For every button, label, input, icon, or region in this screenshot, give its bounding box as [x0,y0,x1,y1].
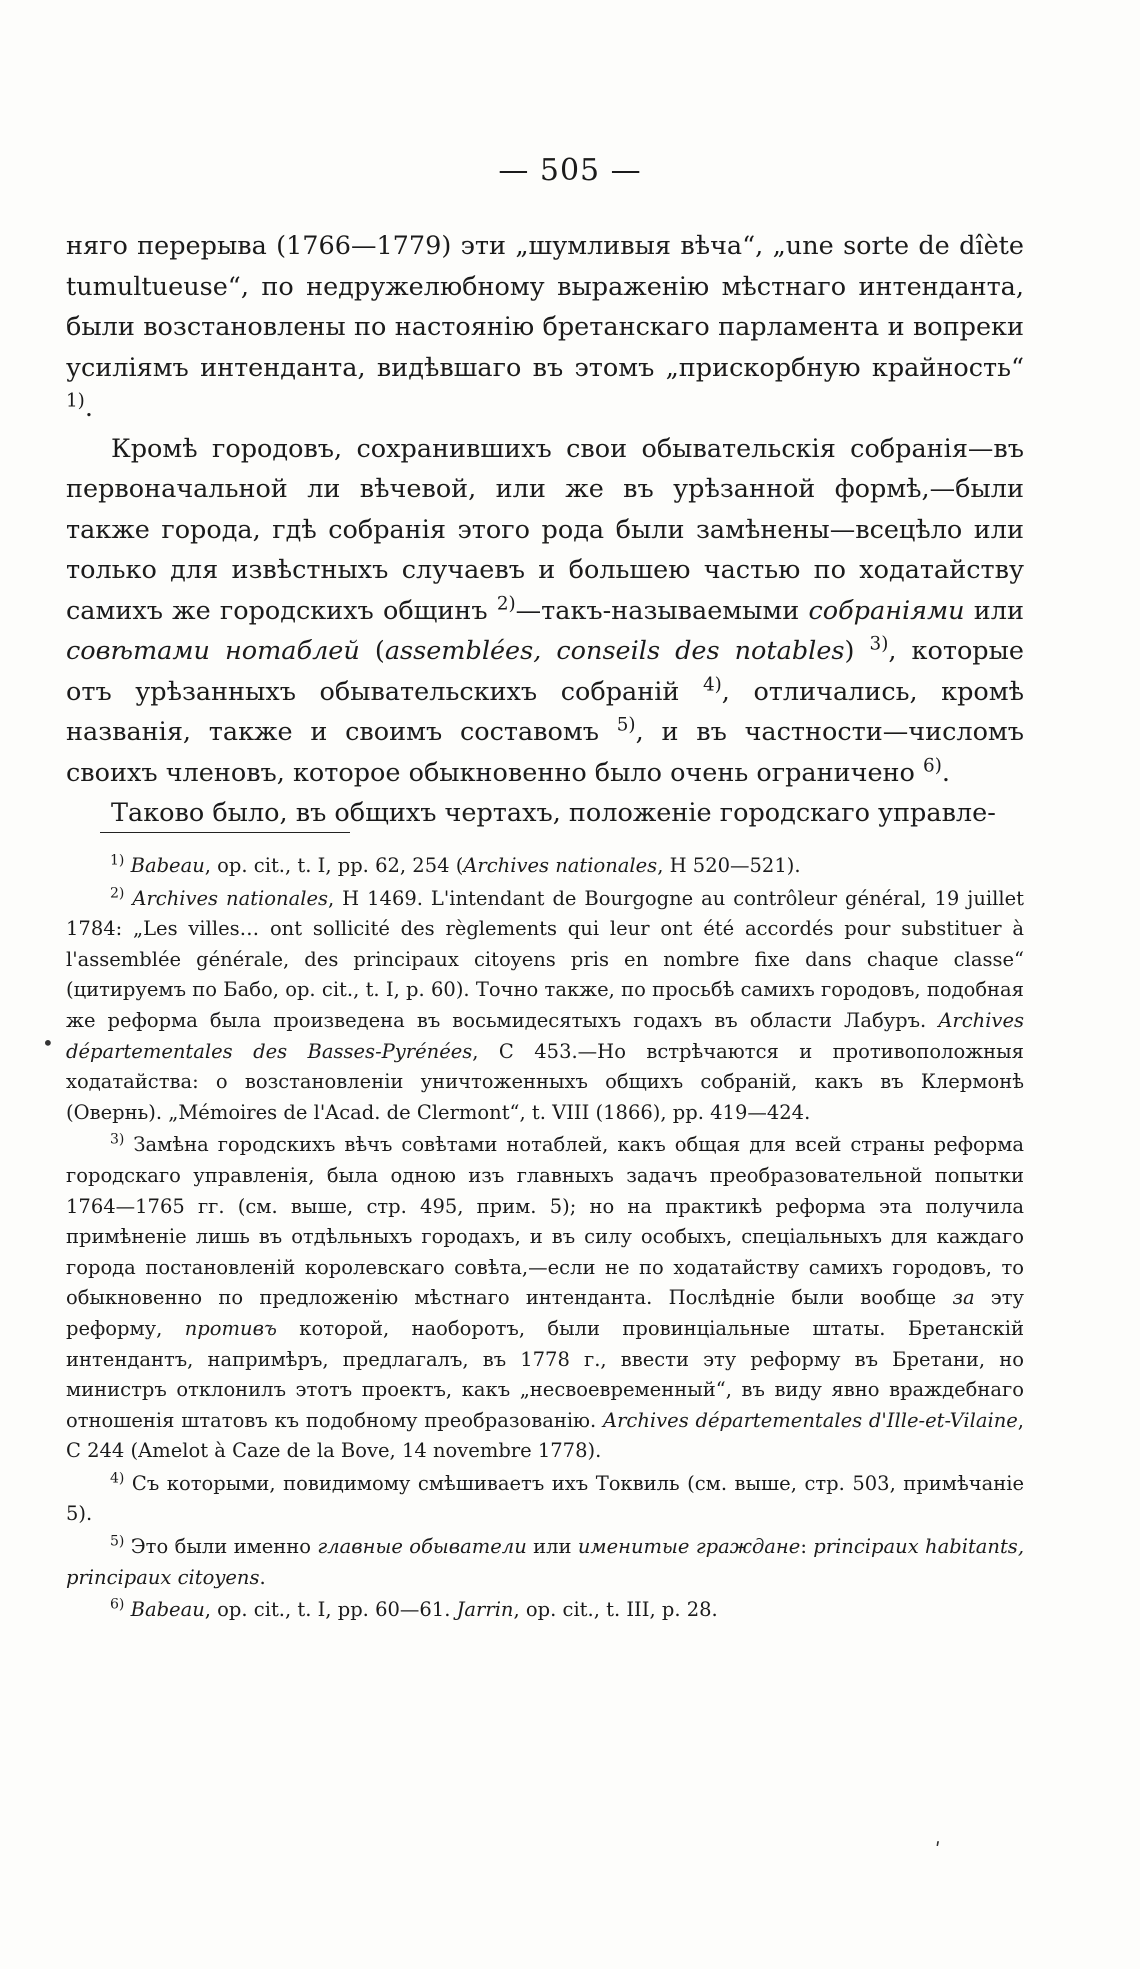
italic-run: за [952,1286,975,1310]
text-run: . [259,1565,266,1589]
italic-run: principaux habitants, principaux citoyens [66,1535,1025,1589]
italic-run: Archives nationales [463,854,658,877]
footnote [66,1595,1024,1626]
text-run: , op. cit., t. I, pp. 60—61. [204,1598,457,1622]
text-run: , которые отъ урѣзанныхъ обывательскихъ собраній [66,636,1025,707]
footnote-marker: 3) [110,1131,125,1148]
footnotes [66,851,1024,1626]
italic-run: именитые граждане [577,1535,801,1559]
footnote-separator [100,832,350,833]
text-run: , C 244 (Amelot à Caze de la Bove, 14 novembre 1778). [66,1408,1024,1463]
text-run: которой, наоборотъ, были провинціальные штаты. Бретанскій интендантъ, напримѣръ, предлагалъ, въ 1778 г., ввести эту реформу въ Бретани, но министръ отклонилъ этотъ проектъ, какъ „несвоевременный“, въ виду явно враждебнаго отношенія штатовъ къ подобному преобразованію. [66,1316,1024,1432]
text-run: или [964,595,1024,626]
text-run: , op. cit., t. I, pp. 62, 254 ( [204,854,464,877]
footnote-marker: 5) [616,714,636,736]
text-run: Это были именно [124,1535,318,1559]
footnote [66,1469,1024,1530]
italic-run: Archives nationales [132,886,328,910]
footnote-marker: 4) [702,674,722,695]
footnote [66,851,1024,882]
text-run: —такъ-называемыми [515,595,809,626]
text-run: Таково было, въ общихъ чертахъ, положеніе городскаго управле- [111,798,996,828]
italic-run: assemblées, conseils des notables [384,636,845,666]
text-run: , H 1469. L'intendant de Bourgogne au contrôleur général, 19 juillet 1784: „Les villes… ont sollicité des règlements qui leur ont été accordés pour substituer à l'assemblée générale, des principaux citoyens pris en nombre fixe dans chaque classe“ (цитируемъ по Бабо, op. cit., t. I, p. 60). Точно также, по просьбѣ самихъ городовъ, подобная же реформа была произведена въ восьмидесятыхъ годахъ въ области Лабуръ. [66,886,1024,1032]
main-text [66,226,1024,834]
footnote [66,884,1024,1129]
italic-run: Jarrin [456,1598,514,1622]
footnote-marker: 2) [110,885,125,902]
main-paragraph [66,793,1024,834]
italic-run: Archives départementales d'Ille-et-Vilaine [603,1408,1018,1432]
footnote-marker: 2) [496,593,516,614]
text-run: . [84,393,93,423]
footnote-marker: 4) [110,1470,125,1487]
stray-tick-mark: ʹ [935,1838,941,1862]
main-paragraph [66,226,1024,429]
footnote-marker: 3) [869,633,889,655]
text-run: , отличались, кромѣ названія, также и своимъ составомъ [66,676,1025,747]
text-run: . [941,757,950,788]
text-run: или [526,1535,578,1559]
text-run: , и въ частности—числомъ своихъ членовъ, которое обыкновенно было очень ограничено [66,717,1024,788]
italic-run: совѣтами нотаблей [66,636,360,666]
footnote [66,1130,1024,1467]
text-run: : [800,1535,814,1559]
text-run: , H 520—521). [657,854,801,877]
main-paragraph [66,429,1024,794]
footnote-marker: 6) [923,755,942,776]
text-run: , op. cit., t. III, p. 28. [513,1598,718,1622]
italic-run: главные обыватели [317,1535,527,1559]
text-run: Съ которыми, повидимому смѣшиваетъ ихъ Токвиль (см. выше, стр. 503, примѣчаніе 5). [66,1471,1024,1526]
text-run: няго перерыва (1766—1779) эти „шумливыя вѣча“, „une sorte de dîète tumultueuse“, по недружелюбному выраженію мѣстнаго интенданта, были возстановлены по настоянію бретанскаго парламента и вопреки усиліямъ интенданта, видѣвшаго въ этомъ „прискорбную крайность“ [66,231,1024,383]
italic-run: Babeau [130,1598,205,1622]
italic-run: Babeau [130,854,205,877]
text-run: ) [844,636,870,666]
italic-run: собраніями [808,595,965,626]
footnote [66,1532,1024,1593]
text-run: Замѣна городскихъ вѣчъ совѣтами нотаблей, какъ общая для всей страны реформа городскаго управленія, была одною изъ главныхъ задачъ преобразовательной попытки 1764—1765 гг. (см. выше, стр. 495, прим. 5); но на практикѣ реформа эта получила примѣненіе лишь въ отдѣльныхъ городахъ, и въ силу особыхъ, спеціальныхъ для каждаго города постановленій королевскаго совѣта,—если не по ходатайству самихъ городовъ, то обыкновенно по предложенію мѣстнаго интенданта. Послѣдніе были вообще [66,1133,1024,1310]
footnote-marker: 6) [110,1596,125,1613]
text-run: Кромѣ городовъ, сохранившихъ свои обывательскія собранія—въ первоначальной ли вѣчевой, или же въ урѣзанной формѣ,—были также города, гдѣ собранія этого рода были замѣнены—всецѣло или только для извѣстныхъ случаевъ и большею частью по ходатайству самихъ же городскихъ общинъ [66,433,1024,626]
italic-run: Archives départementales des Basses-Pyrénées [66,1008,1024,1063]
italic-run: противъ [184,1316,277,1340]
footnote-marker: 1) [66,390,85,412]
footnote-marker: 5) [110,1533,125,1550]
page-number: — 505 — [498,153,642,188]
text-run: эту реформу, [66,1286,1024,1340]
stray-dot-mark: • [42,1031,54,1055]
text-run: ( [359,636,385,666]
footnote-marker: 1) [110,852,125,869]
text-run: , C 453.—Но встрѣчаются и противоположныя ходатайства: о возстановленіи уничтоженныхъ общихъ собраній, какъ въ Клермонѣ (Овернь). „Mémoires de l'Acad. de Clermont“, t. VIII (1866), pp. 419—424. [66,1039,1024,1124]
